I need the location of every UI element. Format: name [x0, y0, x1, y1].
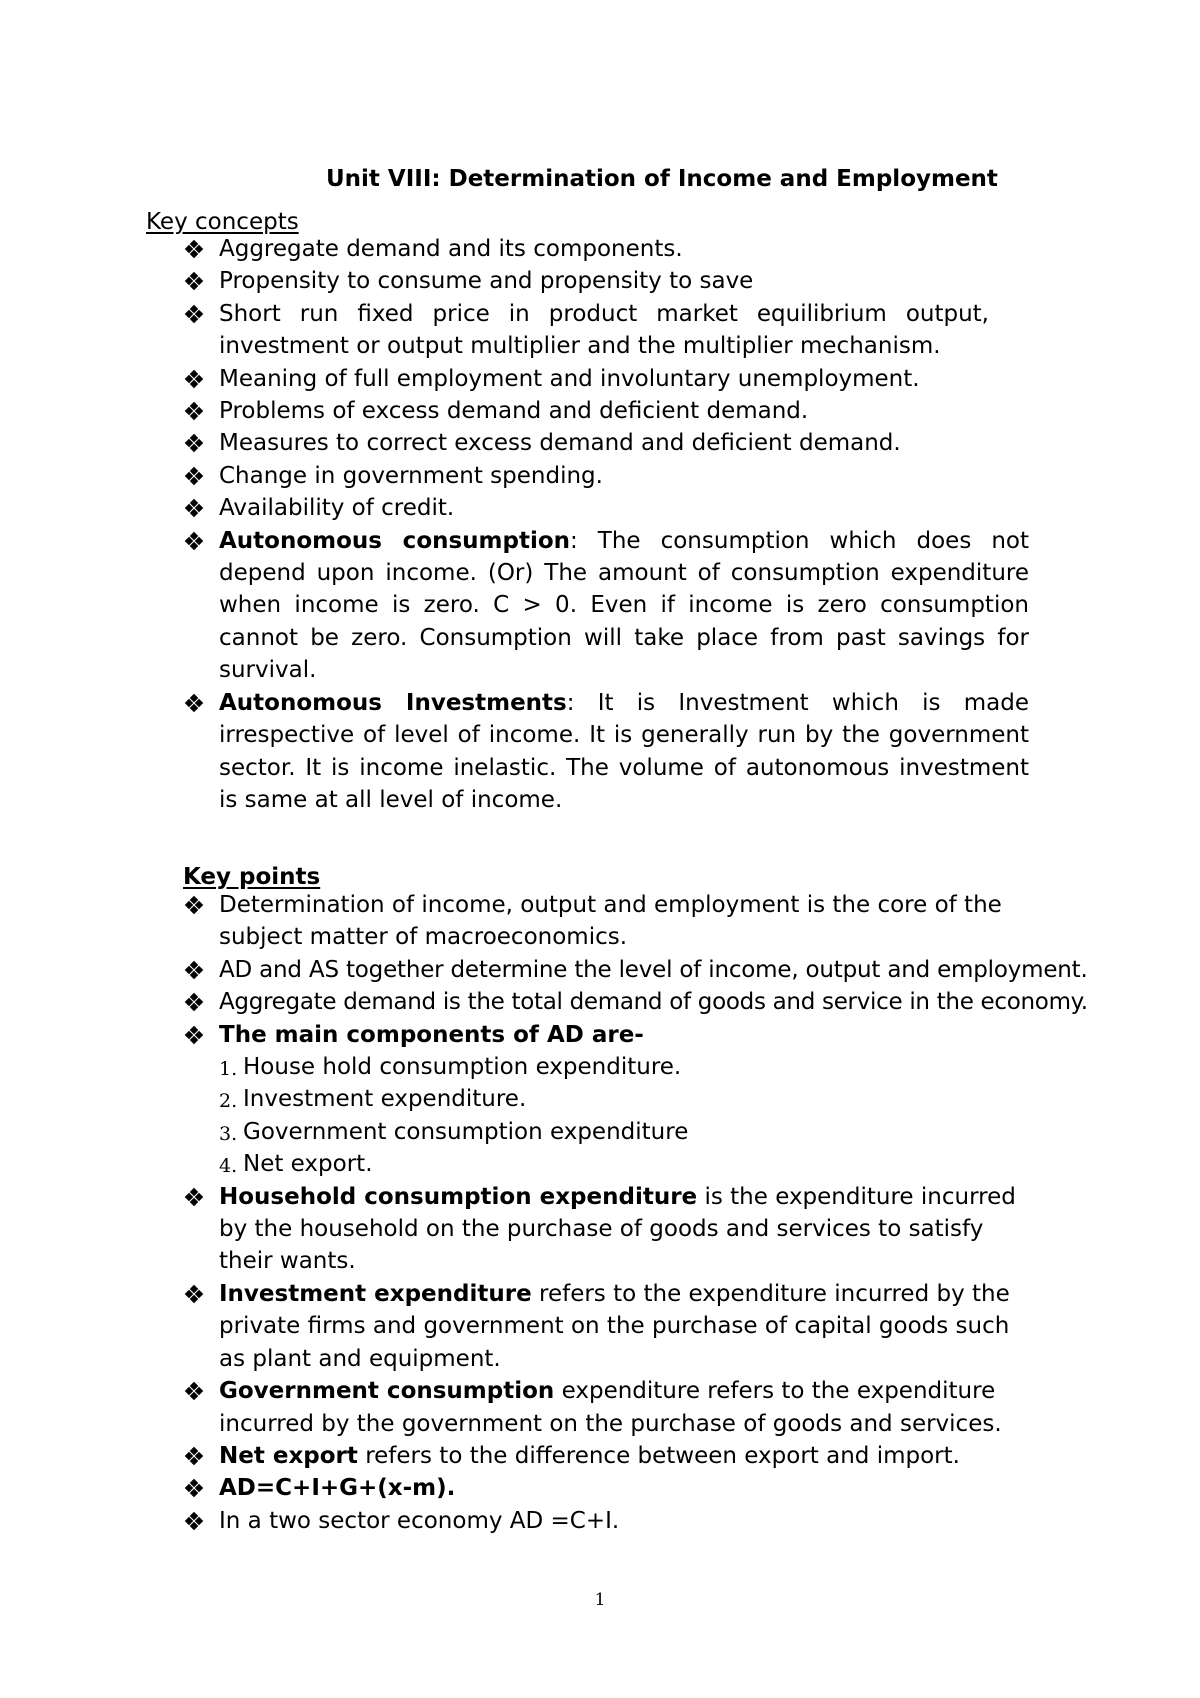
diamond-bullet-icon [183, 525, 207, 557]
list-item: Change in government spending. [183, 460, 1063, 492]
diamond-bullet-icon [183, 1472, 207, 1504]
list-item: 4. Net export. [219, 1151, 373, 1178]
list-item: Availability of credit. [183, 492, 1063, 524]
key-concepts-list [183, 233, 1063, 816]
diamond-bullet-icon [183, 1505, 207, 1537]
diamond-bullet-icon [183, 298, 207, 330]
list-item: Autonomous Investments: It is Investment which is made irrespective of level of income. It is generally run by the government sector. It is income inelastic. The volume of autonomous investment is same at all level of income. [183, 687, 1063, 817]
list-item: Propensity to consume and propensity to save [183, 265, 1063, 297]
list-item: Government consumption expenditure refers to the expenditure incurred by the government on the purchase of goods and services. [183, 1375, 1143, 1440]
diamond-bullet-icon [183, 265, 207, 297]
term-autonomous-consumption: Autonomous consumption [219, 527, 571, 554]
page-number: 1 [594, 1590, 606, 1610]
diamond-bullet-icon [183, 363, 207, 395]
list-item: AD=C+I+G+(x-m). [183, 1472, 1143, 1504]
list-item: Aggregate demand and its components. [183, 233, 1063, 265]
list-item: Net export refers to the difference between export and import. [183, 1440, 1143, 1472]
key-concepts-heading: Key concepts [146, 209, 299, 235]
ad-components-list [219, 1051, 1143, 1181]
term-autonomous-investments: Autonomous Investments [219, 689, 567, 716]
list-item: Short run fixed price in product market equilibrium output, investment or output multiplier and the multiplier mechanism. [183, 298, 1063, 363]
list-item: Meaning of full employment and involuntary unemployment. [183, 363, 1063, 395]
list-item: 2. Investment expenditure. [219, 1086, 527, 1113]
list-item: 3. Government consumption expenditure [219, 1118, 689, 1145]
list-item: Problems of excess demand and deficient demand. [183, 395, 1063, 427]
page-title: Unit VIII: Determination of Income and Employment [326, 166, 998, 192]
diamond-bullet-icon [183, 954, 207, 986]
list-item: In a two sector economy AD =C+I. [183, 1505, 1143, 1537]
diamond-bullet-icon [183, 1278, 207, 1310]
list-item: Autonomous consumption: The consumption which does not depend upon income. (Or) The amount of consumption expenditure when income is zero. C > 0. Even if income is zero consumption cannot be zero. Consumption will take place from past savings for survival. [183, 525, 1063, 687]
diamond-bullet-icon [183, 687, 207, 719]
list-item: The main components of AD are- 1. House hold consumption expenditure. 2. Investment expenditure. 3. Government consumption expenditure 4. Net export. [183, 1019, 1143, 1181]
diamond-bullet-icon [183, 460, 207, 492]
diamond-bullet-icon [183, 492, 207, 524]
diamond-bullet-icon [183, 1181, 207, 1213]
list-item: 1. House hold consumption expenditure. [219, 1054, 682, 1081]
list-item: Household consumption expenditure is the expenditure incurred by the household on the purchase of goods and services to satisfy their wants. [183, 1181, 1143, 1278]
list-item: AD and AS together determine the level of income, output and employment. [183, 954, 1143, 986]
diamond-bullet-icon [183, 1375, 207, 1407]
diamond-bullet-icon [183, 233, 207, 265]
diamond-bullet-icon [183, 395, 207, 427]
diamond-bullet-icon [183, 889, 207, 921]
key-points-heading: Key points [183, 864, 321, 890]
list-item: Aggregate demand is the total demand of goods and service in the economy. [183, 986, 1143, 1018]
diamond-bullet-icon [183, 427, 207, 459]
list-item: Determination of income, output and employment is the core of the subject matter of macroeconomics. [183, 889, 1143, 954]
diamond-bullet-icon [183, 986, 207, 1018]
list-item: Measures to correct excess demand and deficient demand. [183, 427, 1063, 459]
diamond-bullet-icon [183, 1440, 207, 1472]
list-item: Investment expenditure refers to the expenditure incurred by the private firms and government on the purchase of capital goods such as plant and equipment. [183, 1278, 1143, 1375]
diamond-bullet-icon [183, 1019, 207, 1051]
key-points-list [183, 889, 1143, 1537]
